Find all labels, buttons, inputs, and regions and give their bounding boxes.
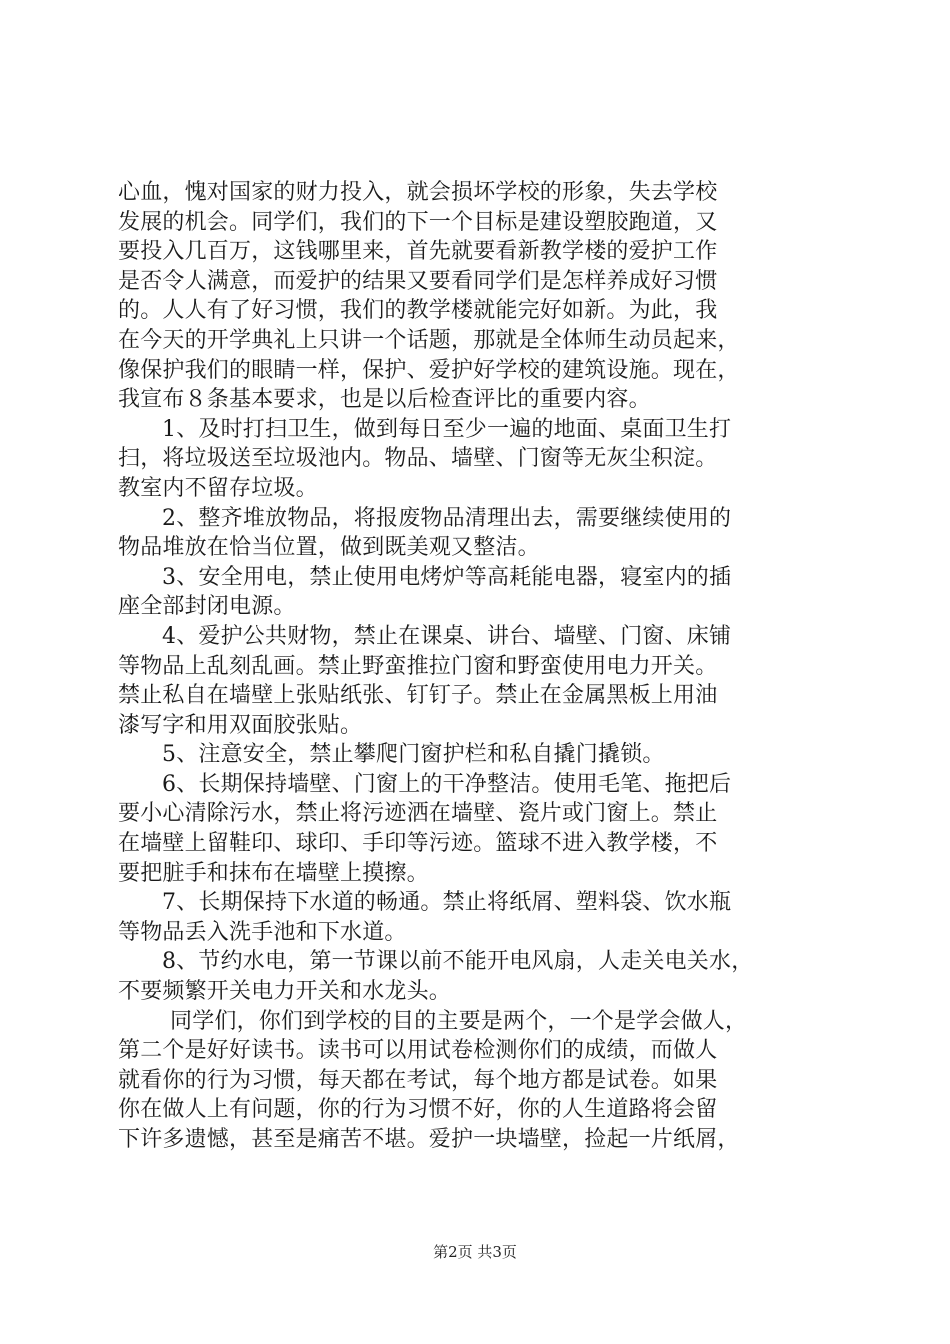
text-line: 物品堆放在恰当位置，做到既美观又整洁。 bbox=[118, 535, 540, 561]
text-line: 第二个是好好读书。读书可以用试卷检测你们的成绩，而做人 bbox=[118, 1038, 718, 1064]
text-line: 1、及时打扫卫生，做到每日至少一遍的地面、桌面卫生打 bbox=[162, 416, 732, 442]
text-line: 3、安全用电，禁止使用电烤炉等高耗能电器，寝室内的插 bbox=[162, 564, 732, 590]
text-line: 不要频繁开关电力开关和水龙头。 bbox=[118, 979, 452, 1005]
text-line: 2、整齐堆放物品，将报废物品清理出去，需要继续使用的 bbox=[162, 505, 732, 531]
text-line: 5、注意安全，禁止攀爬门窗护栏和私自撬门撬锁。 bbox=[162, 742, 665, 768]
document-body bbox=[118, 178, 838, 1155]
text-line: 同学们，你们到学校的目的主要是两个，一个是学会做人， bbox=[170, 1008, 748, 1034]
text-line: 4、爱护公共财物，禁止在课桌、讲台、墙壁、门窗、床铺 bbox=[162, 623, 732, 649]
text-line: 7、长期保持下水道的畅通。禁止将纸屑、塑料袋、饮水瓶 bbox=[162, 890, 732, 916]
text-line: 8、节约水电，第一节课以前不能开电风扇，人走关电关水， bbox=[162, 949, 754, 975]
text-line: 的。人人有了好习惯，我们的教学楼就能完好如新。为此，我 bbox=[118, 298, 718, 324]
text-line: 我宣布８条基本要求，也是以后检查评比的重要内容。 bbox=[118, 387, 651, 413]
text-line: 下许多遗憾，甚至是痛苦不堪。爱护一块墙壁，捡起一片纸屑， bbox=[118, 1127, 740, 1152]
text-line: 是否令人满意，而爱护的结果又要看同学们是怎样养成好习惯 bbox=[118, 268, 718, 294]
text-line: 扫，将垃圾送至垃圾池内。物品、墙壁、门窗等无灰尘积淀。 bbox=[118, 446, 718, 472]
text-line: 座全部封闭电源。 bbox=[118, 594, 296, 620]
text-line: 像保护我们的眼睛一样，保护、爱护好学校的建筑设施。现在， bbox=[118, 357, 740, 383]
text-line: 你在做人上有问题，你的行为习惯不好，你的人生道路将会留 bbox=[118, 1097, 718, 1123]
text-line: 要小心清除污水，禁止将污迹洒在墙壁、瓷片或门窗上。禁止 bbox=[118, 801, 718, 827]
page-footer: 第2页 共3页 bbox=[433, 1243, 517, 1261]
text-line: 6、长期保持墙壁、门窗上的干净整洁。使用毛笔、拖把后 bbox=[162, 771, 732, 797]
text-line: 心血，愧对国家的财力投入，就会损坏学校的形象，失去学校 bbox=[118, 180, 718, 205]
text-line: 就看你的行为习惯，每天都在考试，每个地方都是试卷。如果 bbox=[118, 1067, 718, 1093]
text-line: 在今天的开学典礼上只讲一个话题，那就是全体师生动员起来， bbox=[118, 327, 740, 353]
text-line: 要投入几百万，这钱哪里来，首先就要看新教学楼的爱护工作 bbox=[118, 239, 718, 265]
text-line: 要把脏手和抹布在墙壁上摸擦。 bbox=[118, 860, 429, 886]
text-line: 在墙壁上留鞋印、球印、手印等污迹。篮球不进入教学楼，不 bbox=[118, 831, 718, 857]
text-line: 等物品丢入洗手池和下水道。 bbox=[118, 919, 407, 945]
text-line: 漆写字和用双面胶张贴。 bbox=[118, 712, 363, 738]
text-line: 教室内不留存垃圾。 bbox=[118, 475, 318, 501]
text-line: 等物品上乱刻乱画。禁止野蛮推拉门窗和野蛮使用电力开关。 bbox=[118, 653, 718, 679]
text-line: 发展的机会。同学们，我们的下一个目标是建设塑胶跑道，又 bbox=[118, 209, 718, 235]
text-line: 禁止私自在墙壁上张贴纸张、钉钉子。禁止在金属黑板上用油 bbox=[118, 683, 718, 709]
